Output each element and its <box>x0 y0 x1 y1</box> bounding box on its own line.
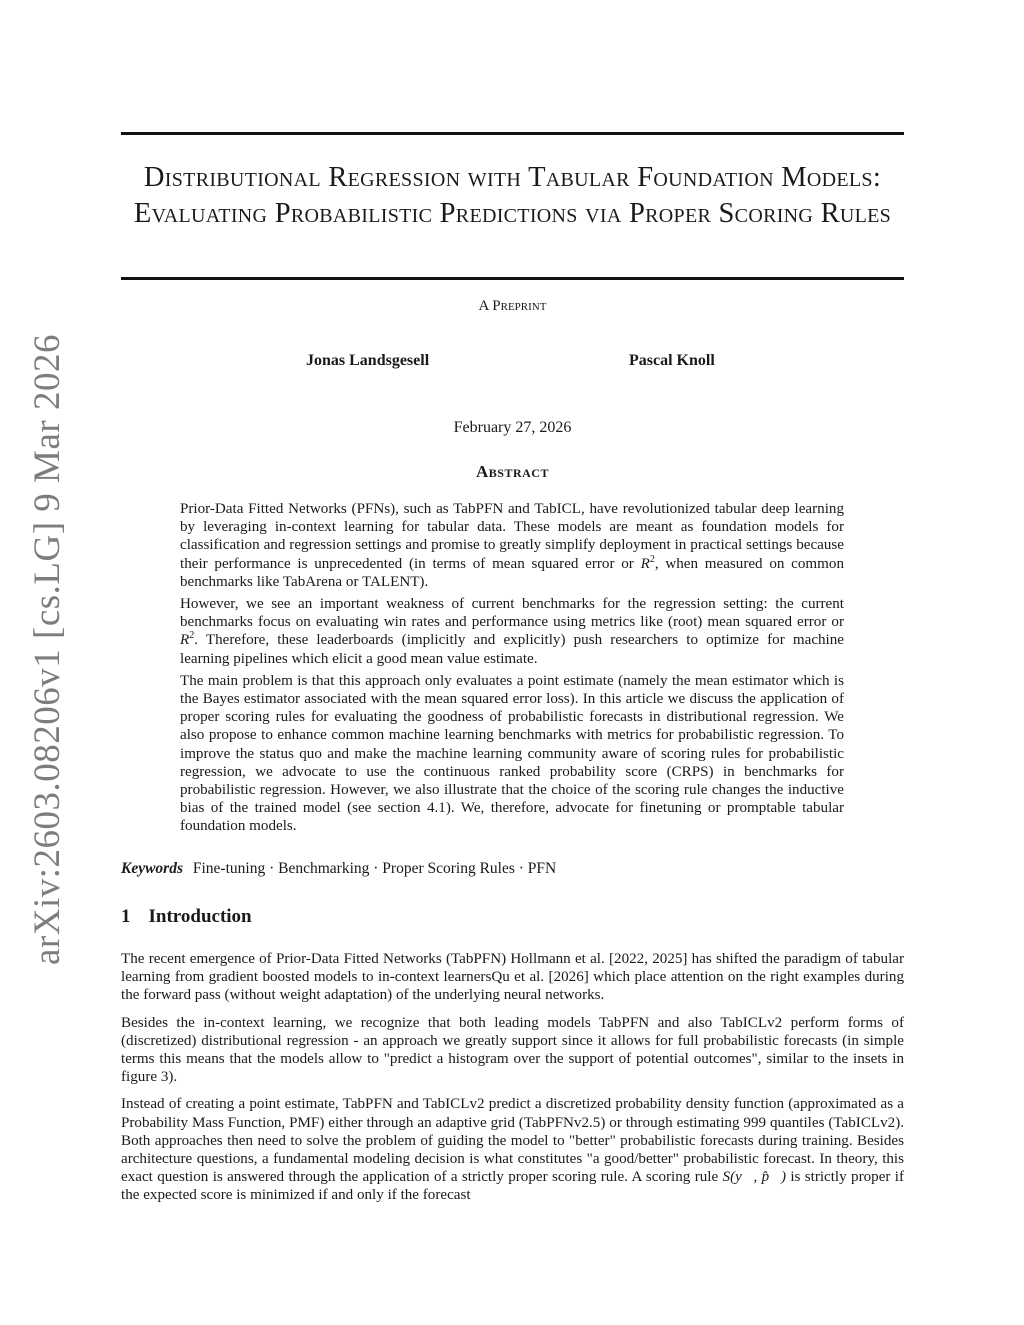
body-paragraph-1: The recent emergence of Prior-Data Fitted Networks (TabPFN) Hollmann et al. [2022, 2025] has shifted the paradigm of tabular learning from gradient boosted models to in-context learnersQu et al. [2026] which place attention on the right examples during the forward pass (without weight adaptation) of the underlying neural networks. <box>121 951 904 1004</box>
math-scoring-rule: S(y⃗, p̂⃗) <box>722 1169 786 1186</box>
abstract-paragraph-1 <box>180 500 844 591</box>
preprint-label: A Preprint <box>478 298 547 314</box>
abstract-paragraph-3: The main problem is that this approach only evaluates a point estimate (namely the mean estimator which is the Bayes estimator associated with the mean squared error loss). In this article we discuss the application of proper scoring rules for evaluating the goodness of probabilistic forecasts in distributional regression. We also propose to enhance common machine learning benchmarks with metrics for probabilistic regression. To improve the status quo and make the machine learning community aware of scoring rules for probabilistic regression, we advocate to use the continuous ranked probability score (CRPS) in benchmarks for probabilistic regression. However, we also illustrate that the choice of the scoring rule changes the inductive bias of the trained model (see section 4.1). We, therefore, advocate for finetuning or promptable tabular foundation models. <box>180 672 844 835</box>
abstract-p1-text: Prior-Data Fitted Networks (PFNs), such as TabPFN and TabICL, have revolutionized tabular deep learning by leveraging in-context learning for tabular data. These models are meant as foundation models for classification and regression settings and promise to greatly simplify deployment in practical settings because their performance is unprecedented (in terms of mean squared error or <box>180 501 844 572</box>
math-superscript: 2 <box>649 553 655 565</box>
keywords-label: Keywords <box>121 860 183 877</box>
abstract-p1-text-end: , when measured on common benchmarks like TabArena or TALENT). <box>180 555 845 590</box>
section-number: 1 <box>121 906 131 927</box>
body-text <box>121 950 904 1214</box>
math-r: R <box>180 632 190 649</box>
paper-title: Distributional Regression with Tabular Foundation Models: Evaluating Probabilistic Predictions via Proper Scoring Rules <box>133 162 892 229</box>
arxiv-side-stamp: arXiv:2603.08206v1 [cs.LG] 9 Mar 2026 <box>27 334 68 965</box>
section-heading-introduction <box>121 906 252 928</box>
abstract-body <box>180 500 844 840</box>
section-title: Introduction <box>148 906 252 927</box>
title-rule-bottom <box>121 277 904 280</box>
abstract-p2-text: However, we see an important weakness of current benchmarks for the regression setting: the current benchmarks focus on evaluating win rates and performance using metrics like (root) mean squared error or <box>180 596 844 631</box>
author-1: Jonas Landsgesell <box>306 352 430 369</box>
title-rule-top <box>121 132 904 135</box>
keywords-line <box>121 860 904 878</box>
math-r: R <box>640 555 650 572</box>
author-2: Pascal Knoll <box>629 352 715 369</box>
body-paragraph-2: Besides the in-context learning, we recognize that both leading models TabPFN and also TabICLv2 perform forms of (discretized) distributional regression - an approach we greatly support since it allows for full probabilistic forecasts (in simple terms this means that the models allow to "predict a histogram over the support of potential outcomes", similar to the insets in figure 3). <box>121 1014 904 1086</box>
paper-date: February 27, 2026 <box>453 419 572 436</box>
math-superscript: 2 <box>189 630 195 642</box>
abstract-p2-text-end: . Therefore, these leaderboards (implicitly and explicitly) push researchers to optimize for machine learning pipelines which elicit a good mean value estimate. <box>180 632 844 667</box>
abstract-heading: Abstract <box>476 462 549 481</box>
abstract-paragraph-2 <box>180 595 844 668</box>
body-p3-text-end: is strictly proper if the expected score is minimized if and only if the forecast <box>121 1169 904 1204</box>
body-p3-text: Instead of creating a point estimate, TabPFN and TabICLv2 predict a discretized probability density function (approximated as a Probability Mass Function, PMF) either through an adaptive grid (TabPFNv2.5) or through estimating 999 quantiles (TabICLv2). Both approaches then need to solve the problem of guiding the model to "better" probabilistic forecasts during training. Besides architecture questions, a fundamental modeling decision is what constitutes "a good/better" probabilistic forecast. In theory, this exact question is answered through the application of a strictly proper scoring rule. A scoring rule <box>121 1096 904 1186</box>
body-paragraph-3 <box>121 1095 904 1204</box>
keywords-text: Fine-tuning · Benchmarking · Proper Scoring Rules · PFN <box>192 860 557 877</box>
